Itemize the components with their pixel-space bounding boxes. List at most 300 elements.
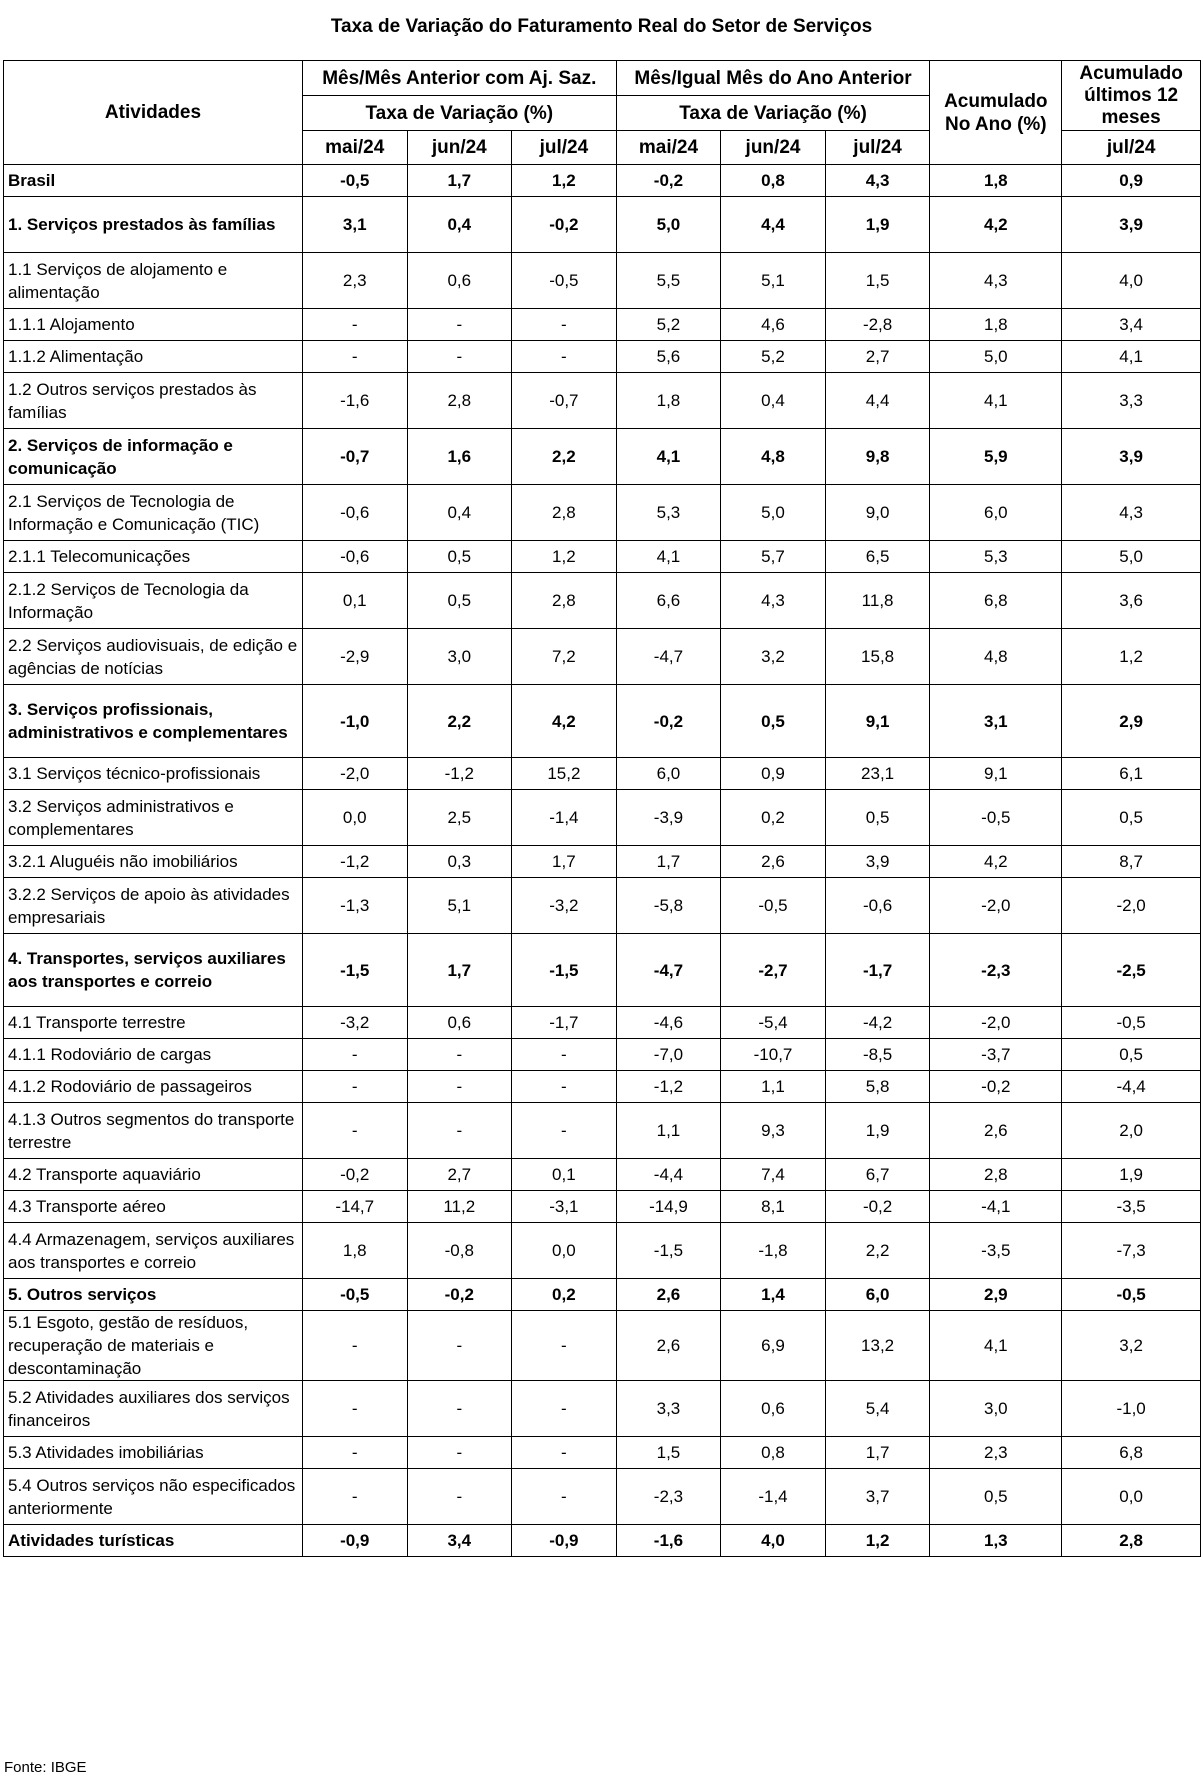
value-cell: 0,2 <box>512 1279 617 1311</box>
table-row <box>4 629 1201 685</box>
value-cell: -0,7 <box>512 373 617 429</box>
value-cell: 4,1 <box>930 1311 1062 1381</box>
value-cell: -0,5 <box>302 165 407 197</box>
value-cell: - <box>512 1039 617 1071</box>
value-cell: -5,4 <box>721 1007 826 1039</box>
value-cell: 0,6 <box>721 1381 826 1437</box>
value-cell: -0,5 <box>1062 1279 1201 1311</box>
value-cell: 3,1 <box>930 685 1062 758</box>
value-cell: 7,4 <box>721 1159 826 1191</box>
header-taxa-variacao-ma: Taxa de Variação (%) <box>616 96 930 131</box>
value-cell: 2,8 <box>930 1159 1062 1191</box>
value-cell: 1,7 <box>616 846 721 878</box>
value-cell: 4,4 <box>825 373 930 429</box>
table-row <box>4 253 1201 309</box>
table-row <box>4 934 1201 1007</box>
value-cell: -4,7 <box>616 934 721 1007</box>
row-label: 4.3 Transporte aéreo <box>4 1191 303 1223</box>
value-cell: -0,2 <box>616 165 721 197</box>
value-cell: -0,6 <box>302 485 407 541</box>
value-cell: -2,5 <box>1062 934 1201 1007</box>
value-cell: 15,2 <box>512 758 617 790</box>
row-label: 4.4 Armazenagem, serviços auxiliares aos transportes e correio <box>4 1223 303 1279</box>
value-cell: 4,2 <box>512 685 617 758</box>
value-cell: -4,4 <box>1062 1071 1201 1103</box>
value-cell: 1,7 <box>512 846 617 878</box>
row-label: 3.1 Serviços técnico-profissionais <box>4 758 303 790</box>
value-cell: 1,9 <box>825 197 930 253</box>
table-row <box>4 573 1201 629</box>
header-month: jun/24 <box>407 131 512 165</box>
value-cell: -10,7 <box>721 1039 826 1071</box>
value-cell: -1,4 <box>721 1469 826 1525</box>
value-cell: 1,7 <box>407 934 512 1007</box>
value-cell: 6,8 <box>930 573 1062 629</box>
value-cell: 4,0 <box>1062 253 1201 309</box>
table-title: Taxa de Variação do Faturamento Real do Setor de Serviços <box>330 16 873 37</box>
source-note: Fonte: IBGE <box>4 1759 87 1776</box>
value-cell: 6,1 <box>1062 758 1201 790</box>
value-cell: - <box>512 1311 617 1381</box>
value-cell: 0,5 <box>825 790 930 846</box>
table-row <box>4 790 1201 846</box>
value-cell: 4,3 <box>930 253 1062 309</box>
services-revenue-table <box>3 60 1201 1557</box>
value-cell: 0,4 <box>407 197 512 253</box>
value-cell: 0,4 <box>407 485 512 541</box>
value-cell: 11,8 <box>825 573 930 629</box>
value-cell: -1,0 <box>1062 1381 1201 1437</box>
header-group-month-over-month: Mês/Mês Anterior com Aj. Saz. <box>302 61 616 96</box>
value-cell: 1,8 <box>930 309 1062 341</box>
value-cell: 6,0 <box>825 1279 930 1311</box>
value-cell: -1,5 <box>302 934 407 1007</box>
value-cell: 3,0 <box>407 629 512 685</box>
value-cell: 3,9 <box>1062 429 1201 485</box>
value-cell: -0,2 <box>930 1071 1062 1103</box>
value-cell: 6,0 <box>616 758 721 790</box>
value-cell: 3,7 <box>825 1469 930 1525</box>
value-cell: -2,0 <box>930 878 1062 934</box>
row-label: 5.1 Esgoto, gestão de resíduos, recuperação de materiais e descontaminação <box>4 1311 303 1381</box>
value-cell: 2,5 <box>407 790 512 846</box>
row-label: 2. Serviços de informação e comunicação <box>4 429 303 485</box>
header-month: jul/24 <box>512 131 617 165</box>
value-cell: 2,7 <box>825 341 930 373</box>
value-cell: 1,5 <box>825 253 930 309</box>
value-cell: 3,3 <box>1062 373 1201 429</box>
header-month: jul/24 <box>825 131 930 165</box>
value-cell: 2,8 <box>1062 1525 1201 1557</box>
value-cell: 1,2 <box>512 541 617 573</box>
value-cell: 2,2 <box>407 685 512 758</box>
value-cell: -0,2 <box>302 1159 407 1191</box>
row-label: 4.2 Transporte aquaviário <box>4 1159 303 1191</box>
value-cell: 5,1 <box>721 253 826 309</box>
value-cell: -7,3 <box>1062 1223 1201 1279</box>
value-cell: - <box>512 1381 617 1437</box>
value-cell: -1,7 <box>512 1007 617 1039</box>
value-cell: - <box>302 1103 407 1159</box>
value-cell: 1,8 <box>302 1223 407 1279</box>
value-cell: - <box>512 341 617 373</box>
value-cell: 0,6 <box>407 1007 512 1039</box>
value-cell: 0,5 <box>1062 790 1201 846</box>
value-cell: -1,5 <box>616 1223 721 1279</box>
value-cell: -0,5 <box>1062 1007 1201 1039</box>
table-row <box>4 373 1201 429</box>
row-label: 1.1.2 Alimentação <box>4 341 303 373</box>
value-cell: -2,9 <box>302 629 407 685</box>
value-cell: -2,7 <box>721 934 826 1007</box>
value-cell: 3,2 <box>1062 1311 1201 1381</box>
value-cell: -3,1 <box>512 1191 617 1223</box>
value-cell: -3,2 <box>512 878 617 934</box>
value-cell: 2,8 <box>512 573 617 629</box>
value-cell: 0,8 <box>721 165 826 197</box>
value-cell: 3,6 <box>1062 573 1201 629</box>
value-cell: -4,7 <box>616 629 721 685</box>
value-cell: -2,0 <box>302 758 407 790</box>
value-cell: -0,9 <box>512 1525 617 1557</box>
value-cell: 3,3 <box>616 1381 721 1437</box>
value-cell: 23,1 <box>825 758 930 790</box>
value-cell: -0,9 <box>302 1525 407 1557</box>
value-cell: - <box>512 1071 617 1103</box>
row-label: 2.1.1 Telecomunicações <box>4 541 303 573</box>
row-label: 3. Serviços profissionais, administrativos e complementares <box>4 685 303 758</box>
value-cell: -0,5 <box>302 1279 407 1311</box>
value-cell: 0,0 <box>512 1223 617 1279</box>
value-cell: 9,3 <box>721 1103 826 1159</box>
value-cell: 0,0 <box>302 790 407 846</box>
value-cell: 1,2 <box>512 165 617 197</box>
value-cell: 5,4 <box>825 1381 930 1437</box>
value-cell: 6,8 <box>1062 1437 1201 1469</box>
value-cell: -0,2 <box>512 197 617 253</box>
value-cell: 4,8 <box>930 629 1062 685</box>
value-cell: 9,8 <box>825 429 930 485</box>
value-cell: 2,2 <box>512 429 617 485</box>
value-cell: 4,1 <box>616 429 721 485</box>
header-month: mai/24 <box>302 131 407 165</box>
row-label: 1. Serviços prestados às famílias <box>4 197 303 253</box>
value-cell: 2,2 <box>825 1223 930 1279</box>
value-cell: -1,0 <box>302 685 407 758</box>
row-label: 5.4 Outros serviços não especificados anteriormente <box>4 1469 303 1525</box>
value-cell: -0,5 <box>512 253 617 309</box>
value-cell: 0,3 <box>407 846 512 878</box>
value-cell: 1,3 <box>930 1525 1062 1557</box>
table-row <box>4 341 1201 373</box>
value-cell: 5,2 <box>616 309 721 341</box>
row-label: 5.3 Atividades imobiliárias <box>4 1437 303 1469</box>
value-cell: 0,5 <box>930 1469 1062 1525</box>
row-label: 1.1.1 Alojamento <box>4 309 303 341</box>
value-cell: 3,0 <box>930 1381 1062 1437</box>
value-cell: 5,2 <box>721 341 826 373</box>
value-cell: -4,4 <box>616 1159 721 1191</box>
value-cell: 3,9 <box>825 846 930 878</box>
value-cell: 15,8 <box>825 629 930 685</box>
value-cell: 5,3 <box>616 485 721 541</box>
value-cell: -0,6 <box>825 878 930 934</box>
value-cell: 1,5 <box>616 1437 721 1469</box>
value-cell: -1,3 <box>302 878 407 934</box>
value-cell: 1,1 <box>721 1071 826 1103</box>
value-cell: -2,3 <box>616 1469 721 1525</box>
value-cell: - <box>302 1311 407 1381</box>
table-row <box>4 197 1201 253</box>
value-cell: 2,9 <box>1062 685 1201 758</box>
value-cell: - <box>512 1437 617 1469</box>
value-cell: 2,3 <box>302 253 407 309</box>
value-cell: 5,0 <box>616 197 721 253</box>
value-cell: -0,2 <box>825 1191 930 1223</box>
value-cell: - <box>407 1469 512 1525</box>
value-cell: -3,5 <box>1062 1191 1201 1223</box>
table-row <box>4 309 1201 341</box>
value-cell: - <box>512 309 617 341</box>
table-row <box>4 429 1201 485</box>
table-row <box>4 1191 1201 1223</box>
value-cell: 0,4 <box>721 373 826 429</box>
value-cell: 7,2 <box>512 629 617 685</box>
table-row <box>4 1469 1201 1525</box>
value-cell: -14,7 <box>302 1191 407 1223</box>
table-row <box>4 1039 1201 1071</box>
value-cell: 4,6 <box>721 309 826 341</box>
value-cell: 9,1 <box>825 685 930 758</box>
value-cell: -0,7 <box>302 429 407 485</box>
value-cell: -0,5 <box>721 878 826 934</box>
value-cell: 1,6 <box>407 429 512 485</box>
value-cell: 6,9 <box>721 1311 826 1381</box>
value-cell: -3,2 <box>302 1007 407 1039</box>
table-row <box>4 1007 1201 1039</box>
table-row <box>4 758 1201 790</box>
value-cell: -7,0 <box>616 1039 721 1071</box>
value-cell: - <box>407 1437 512 1469</box>
value-cell: 6,7 <box>825 1159 930 1191</box>
value-cell: 5,1 <box>407 878 512 934</box>
value-cell: -1,2 <box>616 1071 721 1103</box>
value-cell: 2,7 <box>407 1159 512 1191</box>
value-cell: 0,1 <box>512 1159 617 1191</box>
value-cell: 4,3 <box>1062 485 1201 541</box>
value-cell: 1,4 <box>721 1279 826 1311</box>
value-cell: 5,6 <box>616 341 721 373</box>
value-cell: 0,5 <box>1062 1039 1201 1071</box>
value-cell: 0,8 <box>721 1437 826 1469</box>
value-cell: -2,8 <box>825 309 930 341</box>
value-cell: -3,5 <box>930 1223 1062 1279</box>
value-cell: 2,6 <box>616 1279 721 1311</box>
value-cell: 3,1 <box>302 197 407 253</box>
header-acumulado-ano: Acumulado No Ano (%) <box>930 61 1062 165</box>
value-cell: 0,9 <box>1062 165 1201 197</box>
value-cell: -1,2 <box>302 846 407 878</box>
table-row <box>4 1071 1201 1103</box>
value-cell: 13,2 <box>825 1311 930 1381</box>
value-cell: 9,0 <box>825 485 930 541</box>
value-cell: -0,8 <box>407 1223 512 1279</box>
header-atividades: Atividades <box>4 61 303 165</box>
row-label: 4.1.3 Outros segmentos do transporte terrestre <box>4 1103 303 1159</box>
table-body <box>4 165 1201 1557</box>
value-cell: -3,7 <box>930 1039 1062 1071</box>
value-cell: 11,2 <box>407 1191 512 1223</box>
value-cell: - <box>512 1469 617 1525</box>
header-month: jun/24 <box>721 131 826 165</box>
value-cell: -2,0 <box>930 1007 1062 1039</box>
value-cell: 1,9 <box>1062 1159 1201 1191</box>
value-cell: 4,8 <box>721 429 826 485</box>
value-cell: 3,2 <box>721 629 826 685</box>
value-cell: 0,0 <box>1062 1469 1201 1525</box>
row-label: 2.1.2 Serviços de Tecnologia da Informação <box>4 573 303 629</box>
value-cell: - <box>302 1437 407 1469</box>
value-cell: - <box>302 341 407 373</box>
table-row <box>4 1159 1201 1191</box>
table-row <box>4 1223 1201 1279</box>
value-cell: -0,6 <box>302 541 407 573</box>
value-cell: 8,1 <box>721 1191 826 1223</box>
value-cell: 0,5 <box>721 685 826 758</box>
table-row <box>4 1103 1201 1159</box>
value-cell: 0,2 <box>721 790 826 846</box>
value-cell: 0,6 <box>407 253 512 309</box>
row-label: 5.2 Atividades auxiliares dos serviços financeiros <box>4 1381 303 1437</box>
value-cell: - <box>407 1103 512 1159</box>
value-cell: 1,8 <box>616 373 721 429</box>
value-cell: 1,8 <box>930 165 1062 197</box>
value-cell: 6,5 <box>825 541 930 573</box>
value-cell: 5,0 <box>930 341 1062 373</box>
value-cell: 4,1 <box>616 541 721 573</box>
value-cell: - <box>407 309 512 341</box>
value-cell: 4,4 <box>721 197 826 253</box>
row-label: 4. Transportes, serviços auxiliares aos transportes e correio <box>4 934 303 1007</box>
value-cell: - <box>407 1071 512 1103</box>
table-row <box>4 878 1201 934</box>
row-label: Atividades turísticas <box>4 1525 303 1557</box>
value-cell: 0,5 <box>407 573 512 629</box>
value-cell: 4,2 <box>930 197 1062 253</box>
value-cell: - <box>302 1381 407 1437</box>
value-cell: 5,3 <box>930 541 1062 573</box>
value-cell: 6,6 <box>616 573 721 629</box>
value-cell: -3,9 <box>616 790 721 846</box>
value-cell: 4,1 <box>930 373 1062 429</box>
row-label: Brasil <box>4 165 303 197</box>
value-cell: 2,6 <box>930 1103 1062 1159</box>
header-month: mai/24 <box>616 131 721 165</box>
value-cell: 2,0 <box>1062 1103 1201 1159</box>
row-label: 1.2 Outros serviços prestados às famílias <box>4 373 303 429</box>
row-label: 4.1.2 Rodoviário de passageiros <box>4 1071 303 1103</box>
value-cell: -1,2 <box>407 758 512 790</box>
row-label: 4.1.1 Rodoviário de cargas <box>4 1039 303 1071</box>
value-cell: 4,3 <box>721 573 826 629</box>
table-row <box>4 165 1201 197</box>
value-cell: 1,7 <box>825 1437 930 1469</box>
header-group-year-over-year: Mês/Igual Mês do Ano Anterior <box>616 61 930 96</box>
value-cell: 8,7 <box>1062 846 1201 878</box>
row-label: 2.1 Serviços de Tecnologia de Informação e Comunicação (TIC) <box>4 485 303 541</box>
value-cell: -0,2 <box>616 685 721 758</box>
table-row <box>4 485 1201 541</box>
value-cell: 2,8 <box>407 373 512 429</box>
value-cell: 1,9 <box>825 1103 930 1159</box>
value-cell: 2,8 <box>512 485 617 541</box>
value-cell: -4,6 <box>616 1007 721 1039</box>
value-cell: 1,2 <box>825 1525 930 1557</box>
value-cell: - <box>512 1103 617 1159</box>
value-cell: -0,2 <box>407 1279 512 1311</box>
value-cell: 4,2 <box>930 846 1062 878</box>
value-cell: -2,0 <box>1062 878 1201 934</box>
value-cell: -1,7 <box>825 934 930 1007</box>
table-header <box>4 61 1201 165</box>
value-cell: -8,5 <box>825 1039 930 1071</box>
row-label: 1.1 Serviços de alojamento e alimentação <box>4 253 303 309</box>
value-cell: -1,6 <box>302 373 407 429</box>
table-row <box>4 1381 1201 1437</box>
value-cell: 5,0 <box>721 485 826 541</box>
row-label: 3.2 Serviços administrativos e complementares <box>4 790 303 846</box>
header-taxa-variacao-mm: Taxa de Variação (%) <box>302 96 616 131</box>
value-cell: 2,3 <box>930 1437 1062 1469</box>
value-cell: -1,4 <box>512 790 617 846</box>
value-cell: 1,7 <box>407 165 512 197</box>
table-row <box>4 1311 1201 1381</box>
value-cell: 4,3 <box>825 165 930 197</box>
table-row <box>4 846 1201 878</box>
value-cell: -1,6 <box>616 1525 721 1557</box>
table-row <box>4 1525 1201 1557</box>
header-month-12: jul/24 <box>1062 131 1201 165</box>
value-cell: -4,1 <box>930 1191 1062 1223</box>
table-row <box>4 1437 1201 1469</box>
value-cell: -14,9 <box>616 1191 721 1223</box>
value-cell: -1,5 <box>512 934 617 1007</box>
value-cell: 6,0 <box>930 485 1062 541</box>
table-row <box>4 1279 1201 1311</box>
value-cell: - <box>407 1381 512 1437</box>
value-cell: 9,1 <box>930 758 1062 790</box>
value-cell: 0,5 <box>407 541 512 573</box>
row-label: 2.2 Serviços audiovisuais, de edição e agências de notícias <box>4 629 303 685</box>
value-cell: - <box>302 309 407 341</box>
value-cell: 5,7 <box>721 541 826 573</box>
value-cell: 1,1 <box>616 1103 721 1159</box>
value-cell: -2,3 <box>930 934 1062 1007</box>
value-cell: 5,0 <box>1062 541 1201 573</box>
row-label: 5. Outros serviços <box>4 1279 303 1311</box>
table-row <box>4 685 1201 758</box>
value-cell: 5,8 <box>825 1071 930 1103</box>
value-cell: 2,9 <box>930 1279 1062 1311</box>
value-cell: -1,8 <box>721 1223 826 1279</box>
value-cell: 0,9 <box>721 758 826 790</box>
value-cell: 0,1 <box>302 573 407 629</box>
value-cell: - <box>407 1311 512 1381</box>
value-cell: -4,2 <box>825 1007 930 1039</box>
value-cell: 2,6 <box>721 846 826 878</box>
value-cell: -5,8 <box>616 878 721 934</box>
value-cell: 5,9 <box>930 429 1062 485</box>
